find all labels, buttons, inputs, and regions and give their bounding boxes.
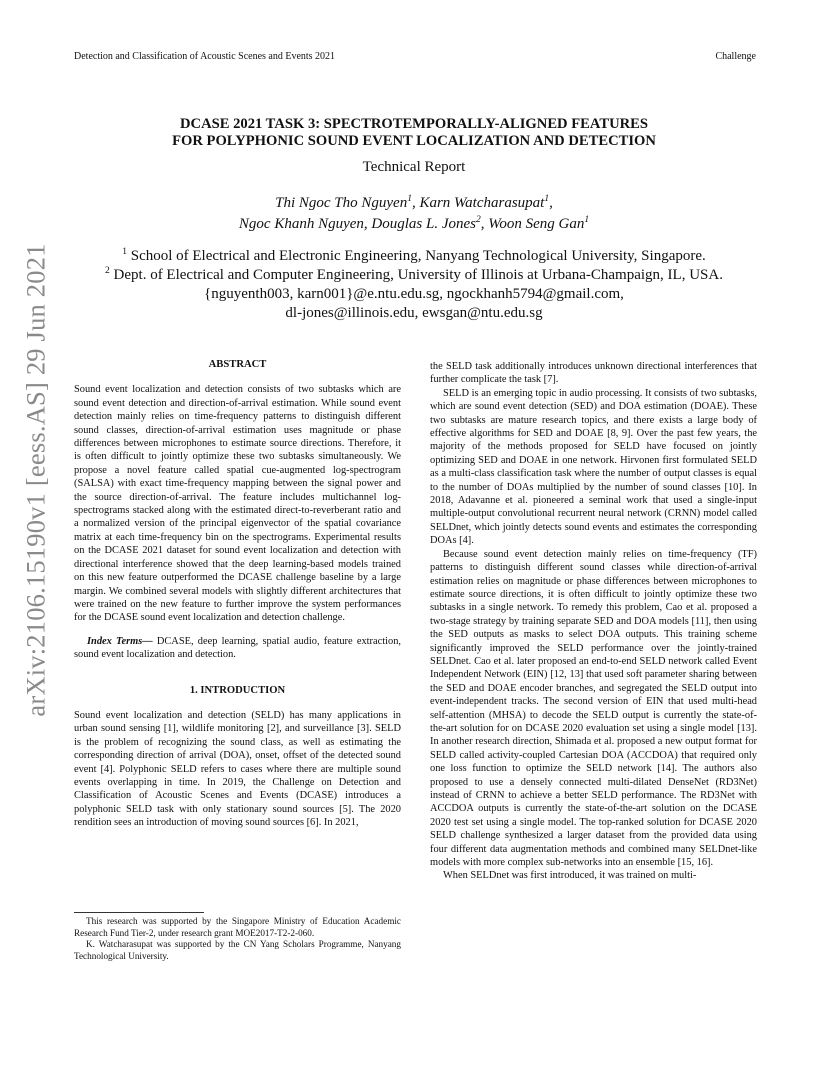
author-1-affil: 1 <box>407 194 412 204</box>
author-line-2: Ngoc Khanh Nguyen, Douglas L. Jones$^2$, Woon Seng Gan$^1$ <box>238 215 590 232</box>
running-header-right: Challenge <box>715 51 756 62</box>
author-line-1: Thi Ngoc Tho Nguyen$^1$, Karn Watcharasupat$^1$, <box>275 194 553 211</box>
intro-paragraph-4: When SELDnet was first introduced, it was trained on multi- <box>443 870 697 882</box>
title-line-1: DCASE 2021 TASK 3: SPECTROTEMPORALLY-ALIGNED FEATURES <box>179 116 649 132</box>
footnotes <box>74 916 401 962</box>
affiliation-1-text: School of Electrical and Electronic Engineering, Nanyang Technological University, Singapore. <box>130 248 706 264</box>
footnote-2: K. Watcharasupat was supported by the CN Yang Scholars Programme, Nanyang Technological University. <box>74 939 401 961</box>
affiliation-2 <box>74 266 754 285</box>
arxiv-stamp-text: arXiv:2106.15190v1 [eess.AS] 29 Jun 2021 <box>20 243 51 717</box>
abstract-heading: ABSTRACT <box>208 359 267 370</box>
report-type: Technical Report <box>362 159 466 175</box>
footnote-rule <box>74 912 204 913</box>
index-terms-label: Index Terms— <box>87 635 153 647</box>
author-4: Woon Seng Gan <box>488 216 585 232</box>
right-column <box>430 360 757 883</box>
author-2: Karn Watcharasupat <box>419 195 545 211</box>
intro-text: Sound event localization and detection (SELD) has many applications in urban sound sensing [1], wildlife monitoring [2], and surveillance [3]. SELD is the problem of recognizing the sound class, as well as estimating the corresponding direction of arrival (DOA), onset, offset of the detected sound event [4]. Polyphonic SELD refers to cases where there are multiple sound events overlapping in time. In 2019, the Challenge on Detection and Classification of Acoustic Scenes and Events (DCASE) introduces a polyphonic SELD task with only stationary sound sources [5]. The 2020 rendition sees an introduction of moving sound sources [6]. In 2021, <box>74 709 401 829</box>
intro-paragraph-3: Because sound event detection mainly relies on time-frequency (TF) patterns to distinguish different sound classes while direction-of-arrival estimation relies on magnitude or phase differences between microphones to estimate source directions, it is often difficult to jointly optimize these two subtasks in a single network. To remedy this problem, Cao et al. proposed a two-stage strategy by training separate SED and DOA models [11], then using the SED outputs as masks to select DOA outputs. This training scheme significantly improved the SELD performance over the jointly-trained SELDnet. Cao et al. later proposed an end-to-end SELD network called Event Independent Network (EIN) [12, 13] that used soft parameter sharing between the SED and DOAE encoder branches, and segregated the SELD output into event-independent tracks. The second version of EIN that used multi-head self-attention (MHSA) to decode the SELD output is currently the state-of-the-art solution for on DCASE 2020 evaluation set using a single model [13]. In another research direction, Shimada et al. proposed a new output format for SELD called activity-coupled Cartesian DOA (ACCDOA) that required only one loss function to optimize the SELD network [14]. The authors also proposed to use a densely connected multi-dilated DenseNet (RD3Net) instead of CRNN to achieve a better SELD performance. The RD3Net with ACCDOA outputs is currently the state-of-the-art solution on the DCASE 2020 test set using a single model. The top-ranked solution for DCASE 2020 SELD challenge synthesized a larger dataset from the provided data using four different data augmentation methods and combined many SELDnet-like models with more complex sub-networks into an ensemble [15, 16]. <box>430 548 757 869</box>
index-terms <box>74 635 401 662</box>
affiliation-1 <box>74 247 754 266</box>
left-column <box>74 358 401 830</box>
author-3-affil: 2 <box>475 215 481 225</box>
author-list <box>74 193 754 235</box>
affiliations <box>74 247 754 323</box>
intro-cont-paragraph: the SELD task additionally introduces unknown directional interferences that further complicate the task [7]. <box>430 361 757 386</box>
author-2-affil: 1 <box>544 194 550 204</box>
author-1: Thi Ngoc Tho Nguyen <box>275 195 408 211</box>
author-4-affil: 1 <box>584 215 590 225</box>
affiliation-2-mark: 2 <box>105 266 110 276</box>
paper-title <box>74 116 754 150</box>
index-terms-text: DCASE, deep learning, spatial audio, feature extraction, sound event localization and detection. <box>74 635 401 661</box>
footnote-1: This research was supported by the Singapore Ministry of Education Academic Research Fund Tier-2, under research grant MOE2017-T2-2-060. <box>74 916 401 938</box>
title-line-2: FOR POLYPHONIC SOUND EVENT LOCALIZATION AND DETECTION <box>172 133 656 149</box>
arxiv-side-stamp <box>18 243 54 717</box>
intro-paragraph-2: SELD is an emerging topic in audio processing. It consists of two subtasks, which are sound event detection (SED) and DOA estimation (DOAE). These two subtasks are mature research topics, and there exists a large body of effective algorithms for SED and DOAE [8, 9]. Over the past few years, the majority of the methods proposed for SELD have focused on jointly optimizing SED and DOAE in one network. Hirvonen first formulated SELD as a multi-class classification task where the number of output classes is equal to the number of DOAs multiplied by the number of sound classes [10]. In 2018, Adavanne et al. pioneered a seminal work that used a single-input multiple-output convolutional recurrent neural network (CRNN) model called SELDnet, which jointly detects sound events and estimates the corresponding DOAs [4]. <box>430 387 757 547</box>
abstract-text: Sound event localization and detection consists of two subtasks which are sound event detection and direction-of-arrival estimation. While sound event detection mainly relies on time-frequency patterns to distinguish different sound classes, direction-of-arrival estimation uses magnitude or phase differences between microphones to estimate source directions. Therefore, it is often difficult to jointly optimize these two subtasks simultaneously. We propose a novel feature called spatial cue-augmented log-spectrogram (SALSA) with exact time-frequency mapping between the signal power and the source direction-of-arrival. The feature includes multichannel log-spectrograms stacked along with the estimated direct-to-reverberant ratio and a normalized version of the principal eigenvector of the spatial covariance matrix at each time-frequency bin on the spectrograms. Experimental results on the DCASE 2021 dataset for sound event localization and detection with directional interference showed that the deep learning-based models trained on this new feature outperformed the DCASE challenge baseline by a large margin. We combined several models with slightly different architectures that were trained on the new feature to further improve the system performances for the DCASE sound event localization and detection challenge. <box>74 384 401 624</box>
email-line-2: dl-jones@illinois.edu, ewsgan@ntu.edu.sg <box>285 305 543 321</box>
running-header-left: Detection and Classification of Acoustic Scenes and Events 2021 <box>74 51 336 62</box>
affiliation-2-text: Dept. of Electrical and Computer Engineering, University of Illinois at Urbana-Champaign, IL, USA. <box>113 267 723 283</box>
email-line-1: {nguyenth003, karn001}@e.ntu.edu.sg, ngockhanh5794@gmail.com, <box>204 286 624 302</box>
author-3: Ngoc Khanh Nguyen, Douglas L. Jones <box>238 216 476 232</box>
affiliation-1-mark: 1 <box>122 247 127 257</box>
section-1-heading: 1. INTRODUCTION <box>189 684 286 696</box>
